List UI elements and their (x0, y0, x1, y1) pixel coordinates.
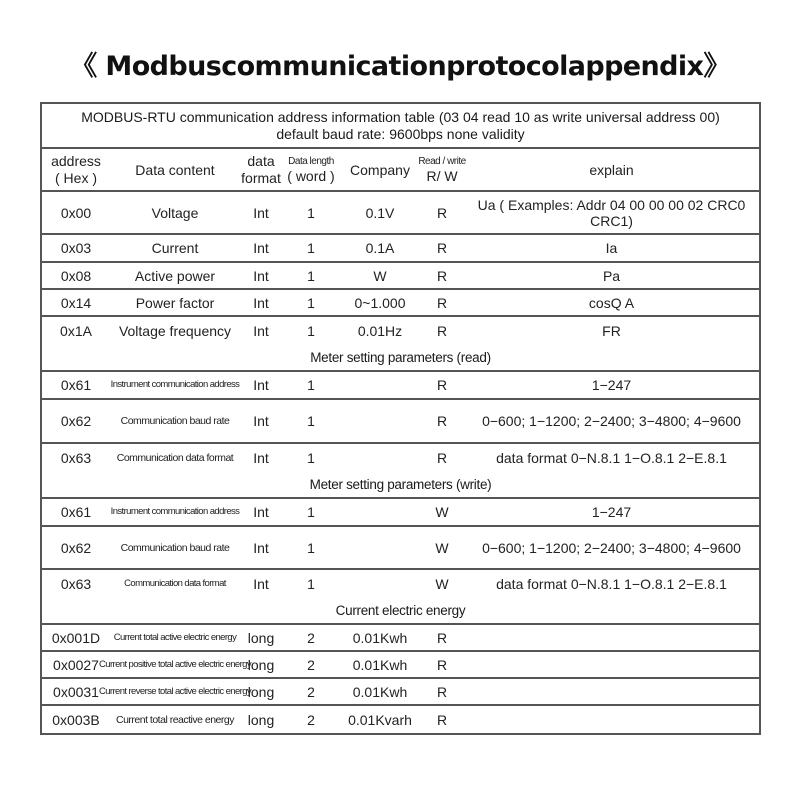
cell-data-length: 1 (307, 450, 315, 466)
cell-address: 0x61 (60, 377, 92, 393)
cell-data-length: 1 (307, 323, 315, 339)
cell-data-length: 2 (307, 629, 315, 646)
header-explain: explain (589, 161, 634, 178)
cell-read-write: W (435, 576, 449, 592)
cell-explain: 1−247 (591, 377, 632, 393)
cell-data-length: 2 (307, 683, 315, 700)
cell-data-length: 1 (307, 504, 315, 520)
cell-address: 0x1A (60, 323, 92, 339)
cell-data-length: 2 (307, 656, 315, 673)
caption-line-1: MODBUS-RTU communication address information table (03 04 read 10 as write universal address 00) (81, 108, 720, 125)
cell-explain: 1−247 (591, 504, 632, 520)
table-row (42, 652, 759, 679)
cell-read-write: R (436, 377, 448, 393)
cell-data-content: Instrument communication address (110, 506, 240, 517)
cell-data-format: long (247, 629, 275, 646)
cell-address: 0x62 (60, 539, 92, 556)
cell-data-content: Current total active electric energy (113, 631, 237, 643)
cell-address: 0x62 (60, 413, 92, 429)
caption-line-2: default baud rate: 9600bps none validity (276, 125, 525, 142)
cell-company (340, 527, 420, 568)
cell-data-format: Int (253, 576, 269, 592)
cell-read-write: W (435, 504, 449, 520)
header-data-length: Data length ( word ) (287, 155, 335, 184)
header-read-write: Read / write R/ W (418, 155, 466, 184)
cell-company: 0.01Kvarh (348, 711, 412, 728)
cell-data-content: Current (151, 240, 199, 256)
table-row (42, 570, 759, 598)
header-company: Company (350, 161, 410, 178)
cell-address: 0x0027 (53, 656, 99, 673)
cell-data-format: Int (253, 267, 269, 284)
cell-address: 0x63 (60, 450, 92, 466)
cell-data-length: 1 (307, 576, 315, 592)
table-row (42, 527, 759, 570)
cell-company (340, 400, 420, 442)
cell-address: 0x00 (60, 204, 92, 221)
cell-read-write: R (436, 629, 448, 646)
cell-data-content: Instrument communication address (110, 379, 240, 390)
cell-company (340, 444, 420, 472)
table-row (42, 625, 759, 652)
cell-explain (464, 706, 759, 733)
cell-explain: Ua ( Examples: Addr 04 00 00 00 02 CRC0 CRC1) (477, 196, 746, 229)
cell-explain: Ia (605, 240, 618, 256)
cell-read-write: R (436, 711, 448, 728)
cell-data-content: Power factor (135, 294, 215, 311)
cell-data-format: Int (253, 204, 269, 221)
cell-read-write: R (436, 450, 448, 466)
cell-data-format: Int (253, 504, 269, 520)
table-row (42, 192, 759, 235)
header-data-content: Data content (135, 161, 215, 178)
cell-company: W (373, 267, 387, 284)
cell-read-write: R (436, 683, 448, 700)
cell-explain: Pa (602, 267, 621, 284)
cell-data-content: Communication data format (116, 452, 234, 464)
cell-data-content: Voltage frequency (118, 323, 232, 339)
table-row (42, 400, 759, 444)
table-row (42, 372, 759, 400)
table-row (42, 235, 759, 263)
table-caption (42, 104, 759, 149)
cell-data-content: Current positive total active electric energy (99, 658, 251, 670)
cell-company: 0.01Hz (357, 323, 403, 339)
cell-explain: data format 0−N.8.1 1−O.8.1 2−E.8.1 (496, 576, 727, 592)
cell-data-content: Current reverse total active electric energy (98, 685, 252, 697)
cell-data-format: long (247, 711, 275, 728)
cell-data-length: 1 (307, 204, 315, 221)
cell-data-length: 1 (307, 539, 315, 556)
cell-address: 0x001D (51, 629, 101, 646)
cell-data-format: Int (253, 294, 269, 311)
cell-explain: FR (602, 323, 621, 339)
header-data-format: data format (241, 152, 281, 186)
cell-read-write: R (436, 413, 448, 429)
table-row (42, 290, 759, 317)
cell-data-format: Int (253, 377, 269, 393)
cell-address: 0x63 (60, 576, 92, 592)
cell-company: 0.1V (365, 204, 395, 221)
cell-explain (464, 652, 759, 677)
cell-explain: 0−600; 1−1200; 2−2400; 3−4800; 4−9600 (482, 539, 741, 556)
cell-company (340, 570, 420, 598)
cell-address: 0x03 (60, 240, 92, 256)
page-title: 《 Modbuscommunicationprotocolappendix》 (70, 51, 730, 82)
cell-data-length: 1 (307, 377, 315, 393)
cell-data-content: Communication baud rate (120, 541, 230, 554)
column-header-row (42, 149, 759, 192)
cell-address: 0x08 (60, 267, 92, 284)
cell-data-content: Active power (134, 267, 216, 284)
cell-company (340, 372, 420, 398)
table-row (42, 706, 759, 733)
cell-read-write: W (435, 539, 449, 556)
cell-data-content: Voltage (151, 204, 199, 221)
cell-data-format: Int (253, 240, 269, 256)
cell-address: 0x0031 (53, 683, 99, 700)
cell-data-length: 1 (307, 413, 315, 429)
cell-data-length: 1 (307, 267, 315, 284)
table-row (42, 263, 759, 290)
cell-company: 0.1A (365, 240, 395, 256)
cell-explain (464, 679, 759, 704)
cell-company: 0.01Kwh (352, 656, 408, 673)
section-energy: Current electric energy (42, 598, 759, 625)
cell-data-format: Int (253, 450, 269, 466)
table-row (42, 444, 759, 472)
cell-explain (464, 625, 759, 650)
table-row (42, 679, 759, 706)
modbus-address-table (40, 102, 761, 735)
cell-read-write: R (436, 656, 448, 673)
cell-data-content: Communication baud rate (120, 415, 230, 427)
cell-read-write: R (436, 294, 448, 311)
cell-data-length: 2 (307, 711, 315, 728)
cell-data-length: 1 (307, 240, 315, 256)
cell-read-write: R (436, 240, 448, 256)
cell-data-content: Communication data format (124, 578, 226, 589)
cell-company: 0.01Kwh (352, 629, 408, 646)
cell-company: 0.01Kwh (352, 683, 408, 700)
cell-read-write: R (436, 323, 448, 339)
cell-address: 0x61 (60, 504, 92, 520)
cell-explain: cosQ A (588, 294, 635, 311)
cell-data-content: Current total reactive energy (116, 713, 234, 726)
table-row (42, 317, 759, 345)
cell-explain: data format 0−N.8.1 1−O.8.1 2−E.8.1 (496, 450, 727, 466)
cell-data-format: Int (253, 323, 269, 339)
cell-explain: 0−600; 1−1200; 2−2400; 3−4800; 4−9600 (482, 413, 741, 429)
cell-address: 0x003B (52, 711, 100, 728)
cell-read-write: R (436, 204, 448, 221)
cell-company: 0~1.000 (354, 294, 406, 311)
cell-data-length: 1 (307, 294, 315, 311)
cell-data-format: Int (253, 539, 269, 556)
cell-company (340, 499, 420, 525)
cell-read-write: R (436, 267, 448, 284)
header-address: address ( Hex ) (51, 152, 101, 186)
cell-data-format: long (247, 656, 275, 673)
cell-address: 0x14 (60, 294, 92, 311)
cell-data-format: long (247, 683, 275, 700)
section-write: Meter setting parameters (write) (42, 472, 759, 499)
cell-data-format: Int (253, 413, 269, 429)
section-read: Meter setting parameters (read) (42, 345, 759, 372)
table-row (42, 499, 759, 527)
